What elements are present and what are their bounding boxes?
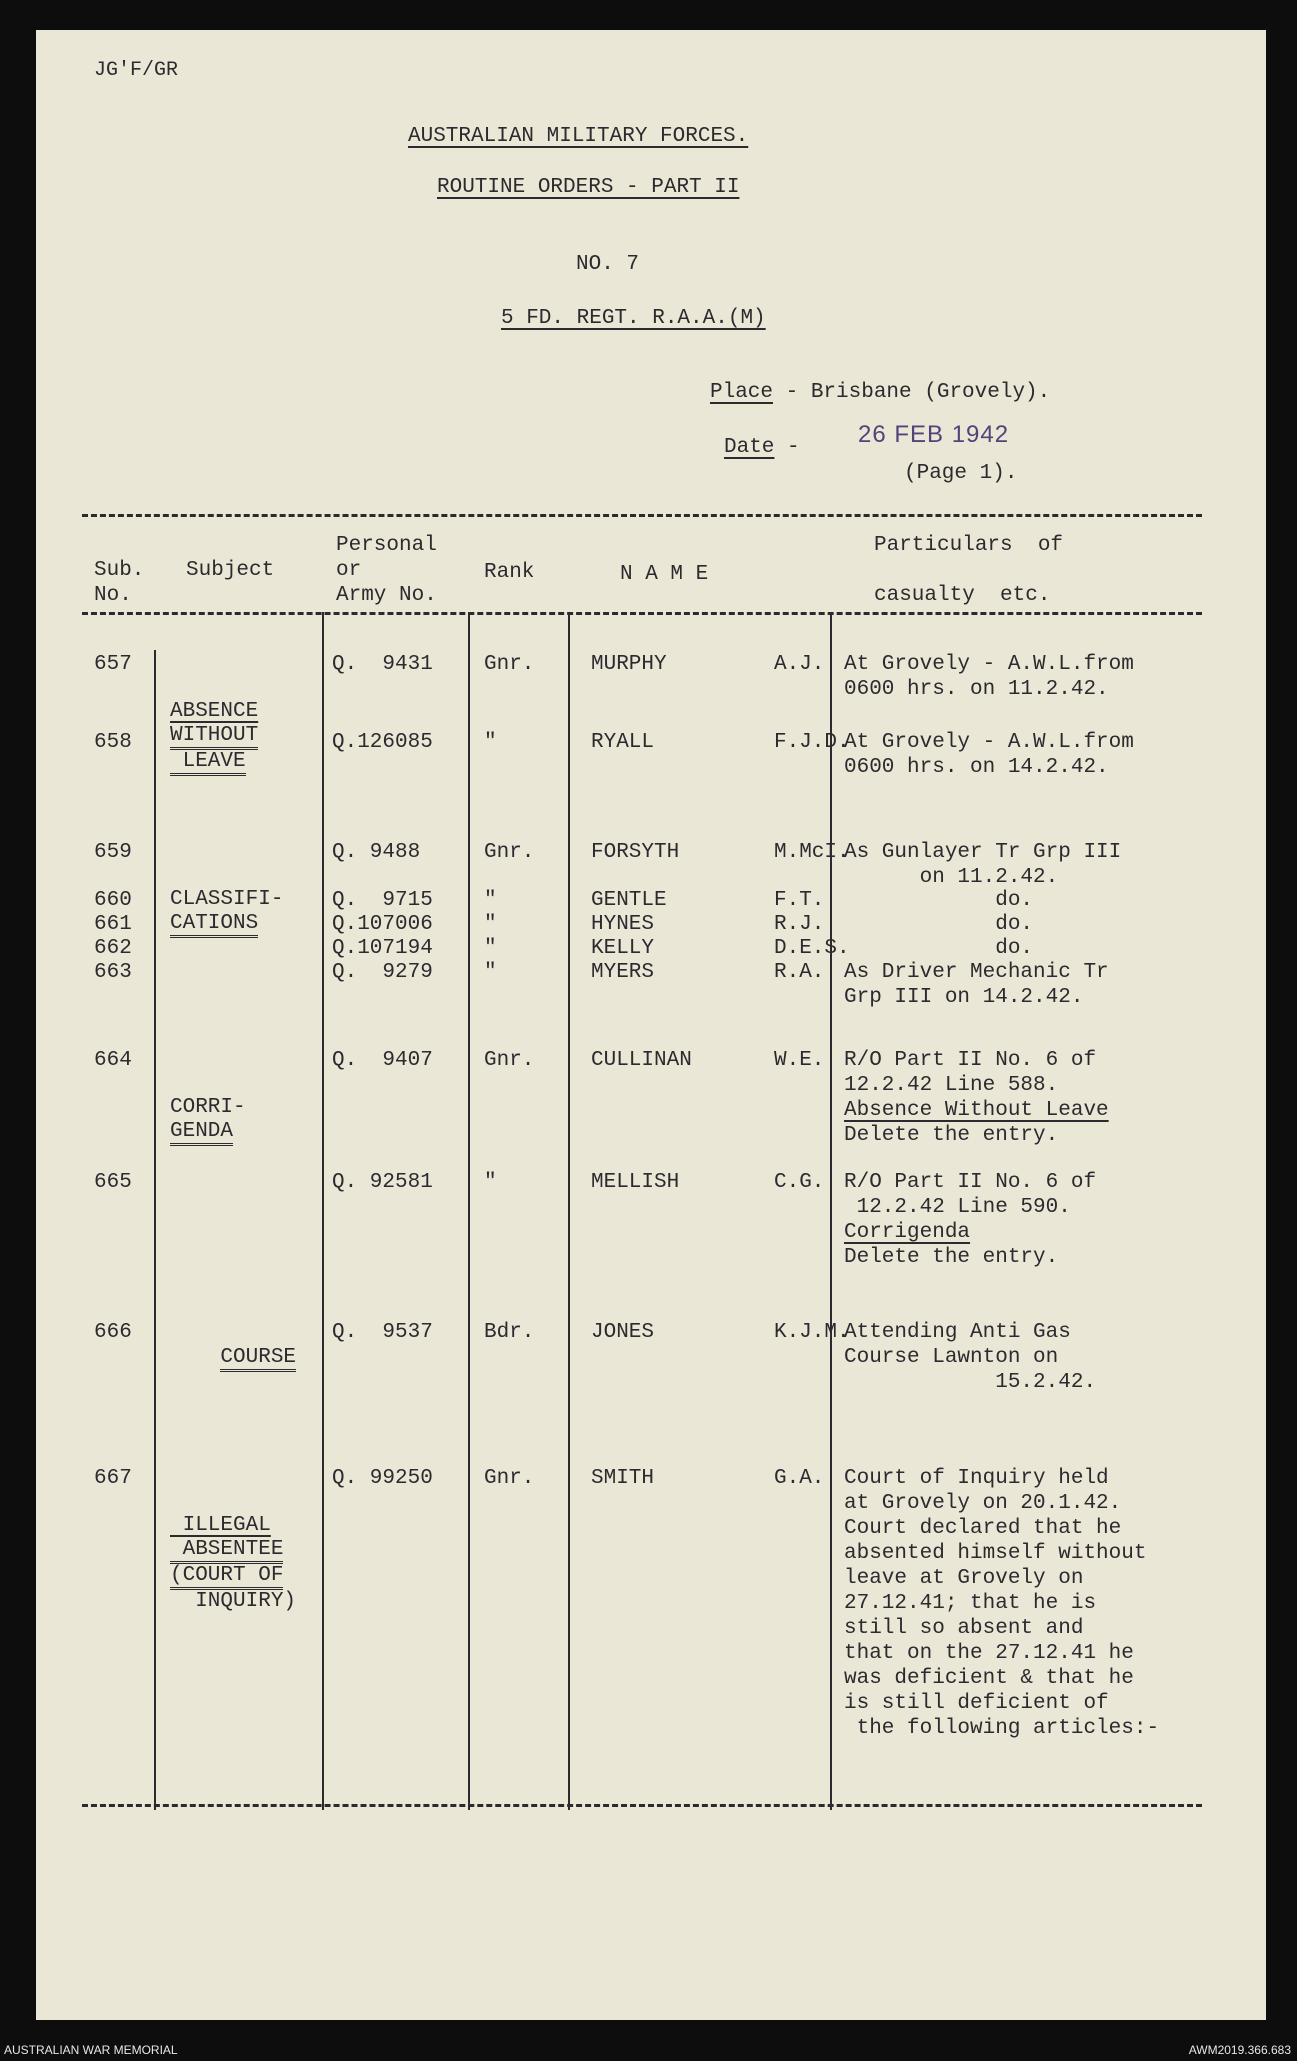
col-header-army: Personal or Army No. <box>336 534 437 607</box>
entry-initials: C.G. <box>774 1171 825 1194</box>
entry-sub-number: 660 <box>94 889 132 912</box>
col-header-sub: Sub. No. <box>94 559 145 607</box>
entry-initials: G.A. <box>774 1467 825 1490</box>
entry-sub-number: 666 <box>94 1321 132 1344</box>
entry-particulars-line: At Grovely - A.W.L.from <box>844 653 1134 676</box>
entry-particulars-line: is still deficient of <box>844 1692 1109 1715</box>
entry-army-number: Q. 9279 <box>332 961 433 984</box>
entry-particulars-line: that on the 27.12.41 he <box>844 1642 1134 1665</box>
entry-rank: " <box>484 913 497 936</box>
entry-rank: " <box>484 961 497 984</box>
entry-particulars-line: still so absent and <box>844 1617 1084 1640</box>
entry-particulars-line: on 11.2.42. <box>844 866 1059 889</box>
entry-particulars-line: As Gunlayer Tr Grp III <box>844 841 1122 864</box>
entry-name: MELLISH <box>591 1171 680 1194</box>
entry-name: RYALL <box>591 731 655 754</box>
entry-sub-number: 657 <box>94 653 132 676</box>
col-rule-1 <box>154 650 156 1810</box>
col-rule-4 <box>568 612 570 1810</box>
place-label: Place <box>710 381 774 404</box>
header-bottom-rule <box>82 612 1202 615</box>
entry-particulars-line: R/O Part II No. 6 of <box>844 1049 1097 1072</box>
entry-name: FORSYTH <box>591 841 680 864</box>
entry-rank: " <box>484 889 497 912</box>
entry-particulars-line: do. <box>844 913 1034 936</box>
entry-particulars-line: 0600 hrs. on 11.2.42. <box>844 678 1109 701</box>
place-value: - Brisbane (Grovely). <box>773 381 1051 404</box>
table-bottom-rule <box>82 1804 1202 1807</box>
entry-army-number: Q. 9407 <box>332 1049 433 1072</box>
place-line <box>710 380 1050 405</box>
entry-sub-number: 658 <box>94 731 132 754</box>
entry-name: HYNES <box>591 913 655 936</box>
entry-name: KELLY <box>591 937 655 960</box>
entry-rank: " <box>484 731 497 754</box>
entry-rank: Gnr. <box>484 1049 535 1072</box>
unit-name: 5 FD. REGT. R.A.A.(M) <box>501 307 766 330</box>
entry-name: JONES <box>591 1321 655 1344</box>
col-rule-2 <box>322 612 324 1810</box>
entry-particulars-line: the following articles:- <box>844 1717 1160 1740</box>
entry-name: SMITH <box>591 1467 655 1490</box>
entry-sub-number: 665 <box>94 1171 132 1194</box>
entry-army-number: Q. 9537 <box>332 1321 433 1344</box>
entry-particulars-line: At Grovely - A.W.L.from <box>844 731 1134 754</box>
entry-initials: K.J.M. <box>774 1321 850 1344</box>
entry-particulars-line: As Driver Mechanic Tr <box>844 961 1109 984</box>
order-number: NO. 7 <box>576 253 640 276</box>
entry-particulars-line: Grp III on 14.2.42. <box>844 986 1084 1009</box>
col-header-subject: Subject <box>186 559 275 582</box>
entry-name: MYERS <box>591 961 655 984</box>
entry-particulars-line: Attending Anti Gas <box>844 1321 1071 1344</box>
entry-particulars-line: Course Lawnton on <box>844 1346 1059 1369</box>
entry-initials: M.McI. <box>774 841 850 864</box>
entry-army-number: Q.107194 <box>332 937 433 960</box>
entry-sub-number: 667 <box>94 1467 132 1490</box>
page-number: (Page 1). <box>904 462 1018 485</box>
document-page <box>36 30 1266 2020</box>
entry-particulars-line: leave at Grovely on <box>844 1567 1084 1590</box>
entry-rank: " <box>484 1171 497 1194</box>
entry-rank: Gnr. <box>484 653 535 676</box>
entry-initials: W.E. <box>774 1049 825 1072</box>
entry-particulars-line: 15.2.42. <box>844 1371 1097 1394</box>
entry-particulars-line: 12.2.42 Line 590. <box>844 1196 1071 1219</box>
entry-particulars-line: absented himself without <box>844 1542 1147 1565</box>
entry-particulars-line: Delete the entry. <box>844 1246 1059 1269</box>
subject-classifications: CLASSIFI- CATIONS <box>170 840 283 962</box>
col-header-name: N A M E <box>620 563 709 586</box>
entry-particulars-line: Absence Without Leave <box>844 1099 1109 1122</box>
date-dash: - <box>774 436 813 459</box>
subject-corrigenda: CORRI- GENDA <box>170 1048 246 1170</box>
entry-sub-number: 659 <box>94 841 132 864</box>
entry-particulars-line: R/O Part II No. 6 of <box>844 1171 1097 1194</box>
entry-initials: R.A. <box>774 961 825 984</box>
entry-initials: A.J. <box>774 653 825 676</box>
entry-sub-number: 663 <box>94 961 132 984</box>
entry-name: MURPHY <box>591 653 667 676</box>
entry-particulars-line: Court declared that he <box>844 1517 1122 1540</box>
entry-army-number: Q.126085 <box>332 731 433 754</box>
entry-particulars-line: Corrigenda <box>844 1221 971 1244</box>
col-rule-3 <box>468 612 470 1810</box>
col-header-particulars: Particulars of casualty etc. <box>874 534 1064 607</box>
table-top-rule <box>82 514 1202 517</box>
footer-record-id: AWM2019.366.683 <box>1188 2043 1291 2057</box>
entry-particulars-line: do. <box>844 937 1034 960</box>
subject-absence: ABSENCE WITHOUT LEAVE <box>170 652 258 800</box>
entry-rank: Bdr. <box>484 1321 535 1344</box>
entry-particulars-line: at Grovely on 20.1.42. <box>844 1492 1122 1515</box>
entry-sub-number: 662 <box>94 937 132 960</box>
document-title: AUSTRALIAN MILITARY FORCES. <box>408 125 749 148</box>
entry-initials: F.T. <box>774 889 825 912</box>
footer-archive-name: AUSTRALIAN WAR MEMORIAL <box>4 2043 178 2057</box>
entry-army-number: Q.107006 <box>332 913 433 936</box>
corner-reference: JG'F/GR <box>94 59 179 82</box>
entry-rank: " <box>484 937 497 960</box>
entry-army-number: Q. 92581 <box>332 1171 433 1194</box>
entry-army-number: Q. 9431 <box>332 653 433 676</box>
document-subtitle: ROUTINE ORDERS - PART II <box>437 176 740 199</box>
entry-rank: Gnr. <box>484 1467 535 1490</box>
date-label: Date <box>724 436 775 459</box>
col-header-rank: Rank <box>484 561 535 584</box>
entry-name: CULLINAN <box>591 1049 692 1072</box>
subject-course: COURSE <box>170 1320 296 1397</box>
entry-particulars-line: Delete the entry. <box>844 1124 1059 1147</box>
entry-rank: Gnr. <box>484 841 535 864</box>
date-stamp: 26 FEB 1942 <box>858 421 1010 448</box>
entry-army-number: Q. 99250 <box>332 1467 433 1490</box>
col-rule-5 <box>830 612 832 1810</box>
entry-initials: D.E.S. <box>774 937 850 960</box>
entry-particulars-line: was deficient & that he <box>844 1667 1134 1690</box>
entry-particulars-line: Court of Inquiry held <box>844 1467 1109 1490</box>
entry-initials: R.J. <box>774 913 825 936</box>
entry-army-number: Q. 9715 <box>332 889 433 912</box>
entry-particulars-line: 12.2.42 Line 588. <box>844 1074 1059 1097</box>
entry-particulars-line: 0600 hrs. on 14.2.42. <box>844 756 1109 779</box>
entry-sub-number: 661 <box>94 913 132 936</box>
entry-army-number: Q. 9488 <box>332 841 421 864</box>
entry-name: GENTLE <box>591 889 667 912</box>
entry-sub-number: 664 <box>94 1049 132 1072</box>
entry-particulars-line: 27.12.41; that he is <box>844 1592 1097 1615</box>
entry-particulars-line: do. <box>844 889 1034 912</box>
entry-initials: F.J.D. <box>774 731 850 754</box>
date-line <box>724 435 812 460</box>
subject-illegal-absentee: ILLEGAL ABSENTEE (COURT OF INQUIRY) <box>170 1514 297 1613</box>
